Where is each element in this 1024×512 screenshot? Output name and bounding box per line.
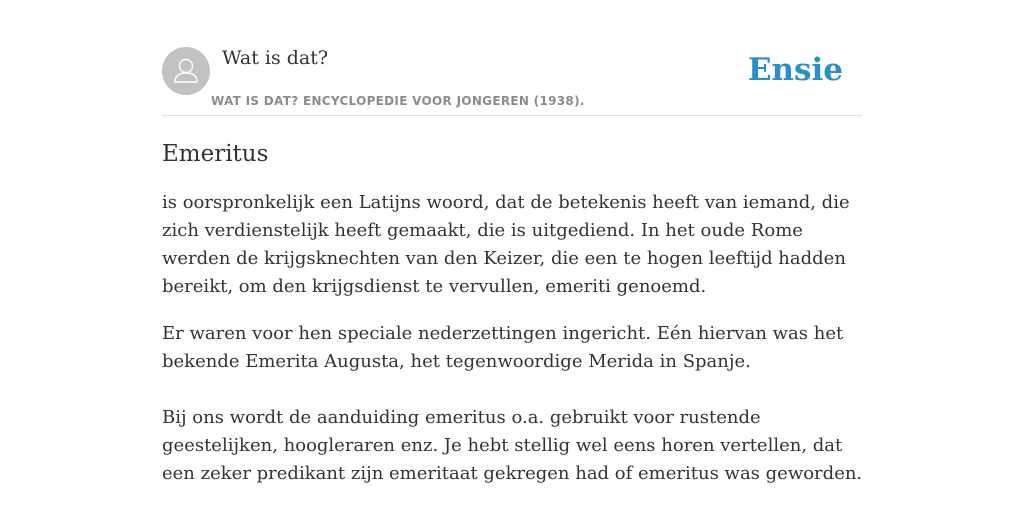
article <box>162 138 867 507</box>
user-icon[interactable] <box>162 47 210 95</box>
source-header <box>162 40 862 116</box>
article-paragraph: Er waren voor hen speciale nederzettingen ingericht. Eén hiervan was het bekende Emerita Augusta, het tegenwoordige Merida in Spanje. <box>162 323 844 372</box>
source-subtitle[interactable]: WAT IS DAT? ENCYCLOPEDIE VOOR JONGEREN (1938). <box>211 94 585 108</box>
article-headword: Emeritus <box>162 141 269 167</box>
source-title[interactable]: Wat is dat? <box>222 47 329 69</box>
article-paragraph: Bij ons wordt de aanduiding emeritus o.a. gebruikt voor rustende geestelijken, hoogleraren enz. Je hebt stellig wel eens horen vertellen, dat een zeker predikant zijn emeritaat gekregen had of emeritus was geworden. <box>162 407 863 484</box>
ensie-logo-link[interactable]: Ensie <box>747 52 843 88</box>
article-paragraph: is oorspronkelijk een Latijns woord, dat de betekenis heeft van iemand, die zich verdienstelijk heeft gemaakt, die is uitgediend. In het oude Rome werden de krijgsknechten van den Keizer, die een te hogen leeftijd hadden bereikt, om den krijgsdienst te vervullen, emeriti genoemd. <box>162 192 850 297</box>
